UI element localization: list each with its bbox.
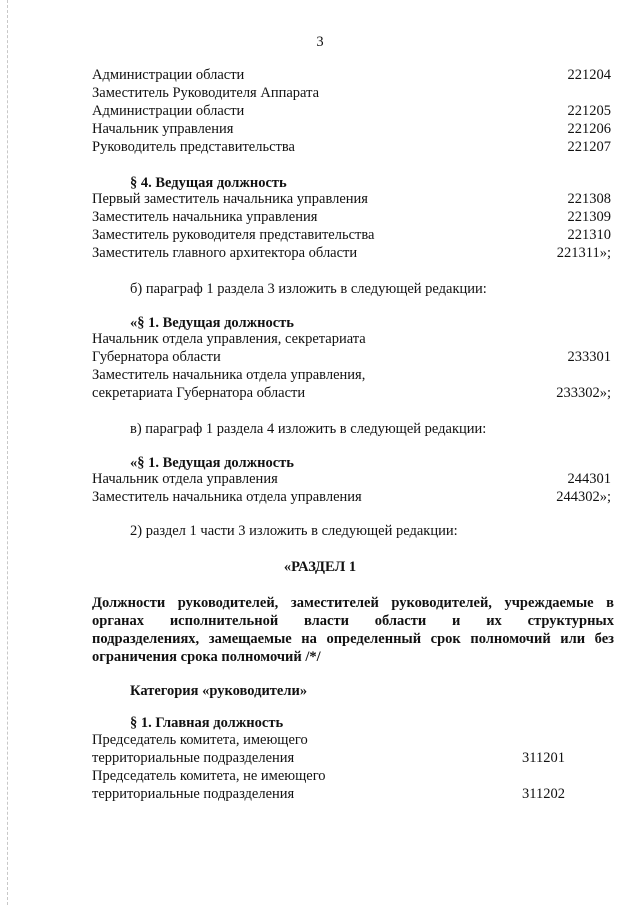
position-code: 221205 (567, 103, 611, 119)
position-title: Заместитель Руководителя Аппарата (92, 85, 320, 101)
position-title: Председатель комитета, не имеющего (92, 768, 326, 784)
position-row (92, 488, 611, 506)
razdel-description-line: органах исполнительной власти области и их структурных (92, 613, 614, 629)
razdel-description-line: ограничения срока полномочий /*/ (92, 649, 321, 665)
position-row (92, 330, 611, 348)
position-row (92, 102, 611, 120)
page-number: 3 (316, 34, 324, 50)
position-code: 233301 (567, 349, 611, 365)
position-code: 221310 (567, 227, 611, 243)
position-row (92, 226, 611, 244)
position-code: 221308 (567, 191, 611, 207)
position-code: 221311»; (556, 245, 611, 261)
position-row (92, 470, 611, 488)
position-code: 244302»; (556, 489, 611, 505)
position-row (92, 120, 611, 138)
position-row (92, 84, 611, 102)
position-title: Председатель комитета, имеющего (92, 732, 308, 748)
position-title: Заместитель руководителя представительства (92, 227, 375, 243)
amendment-paragraph: 2) раздел 1 части 3 изложить в следующей редакции: (130, 523, 458, 539)
position-row (92, 190, 611, 208)
position-row (92, 138, 611, 156)
position-title: территориальные подразделения (92, 750, 295, 766)
position-row (92, 384, 611, 402)
position-row (92, 366, 611, 384)
position-row (92, 749, 565, 767)
position-code: 311201 (522, 750, 565, 766)
position-title: Начальник управления (92, 121, 234, 137)
position-row (92, 66, 611, 84)
position-code: 221206 (567, 121, 611, 137)
position-row (92, 767, 565, 785)
position-title: Начальник отдела управления, секретариата (92, 331, 366, 347)
section-heading: «§ 1. Ведущая должность (130, 315, 294, 331)
position-code: 244301 (567, 471, 611, 487)
section-heading: § 1. Главная должность (130, 715, 284, 731)
position-row (92, 348, 611, 366)
section-heading: § 4. Ведущая должность (130, 175, 287, 191)
position-row (92, 244, 611, 262)
position-title: Администрации области (92, 103, 245, 119)
razdel-description-line: подразделениях, замещаемые на определенный срок полномочий или без (92, 631, 614, 647)
position-title: территориальные подразделения (92, 786, 295, 802)
amendment-paragraph: в) параграф 1 раздела 4 изложить в следующей редакции: (130, 421, 487, 437)
position-row (92, 731, 565, 749)
position-title: Первый заместитель начальника управления (92, 191, 368, 207)
position-row (92, 785, 565, 803)
position-title: секретариата Губернатора области (92, 385, 306, 401)
razdel-title: «РАЗДЕЛ 1 (283, 559, 357, 575)
position-code: 221309 (567, 209, 611, 225)
position-code: 233302»; (556, 385, 611, 401)
position-code: 311202 (522, 786, 565, 802)
amendment-paragraph: б) параграф 1 раздела 3 изложить в следующей редакции: (130, 281, 487, 297)
position-title: Губернатора области (92, 349, 221, 365)
position-title: Руководитель представительства (92, 139, 295, 155)
position-code: 221204 (567, 67, 611, 83)
position-code: 221207 (567, 139, 611, 155)
position-title: Заместитель начальника отдела управления, (92, 367, 366, 383)
position-title: Администрации области (92, 67, 245, 83)
position-title: Заместитель главного архитектора области (92, 245, 358, 261)
razdel-description (92, 594, 614, 666)
scan-edge-line (7, 0, 8, 905)
razdel-description-line: Должности руководителей, заместителей руководителей, учреждаемые в (92, 595, 614, 611)
position-title: Начальник отдела управления (92, 471, 278, 487)
position-title: Заместитель начальника управления (92, 209, 318, 225)
position-title: Заместитель начальника отдела управления (92, 489, 362, 505)
position-row (92, 208, 611, 226)
category-heading: Категория «руководители» (130, 683, 308, 699)
section-heading: «§ 1. Ведущая должность (130, 455, 294, 471)
